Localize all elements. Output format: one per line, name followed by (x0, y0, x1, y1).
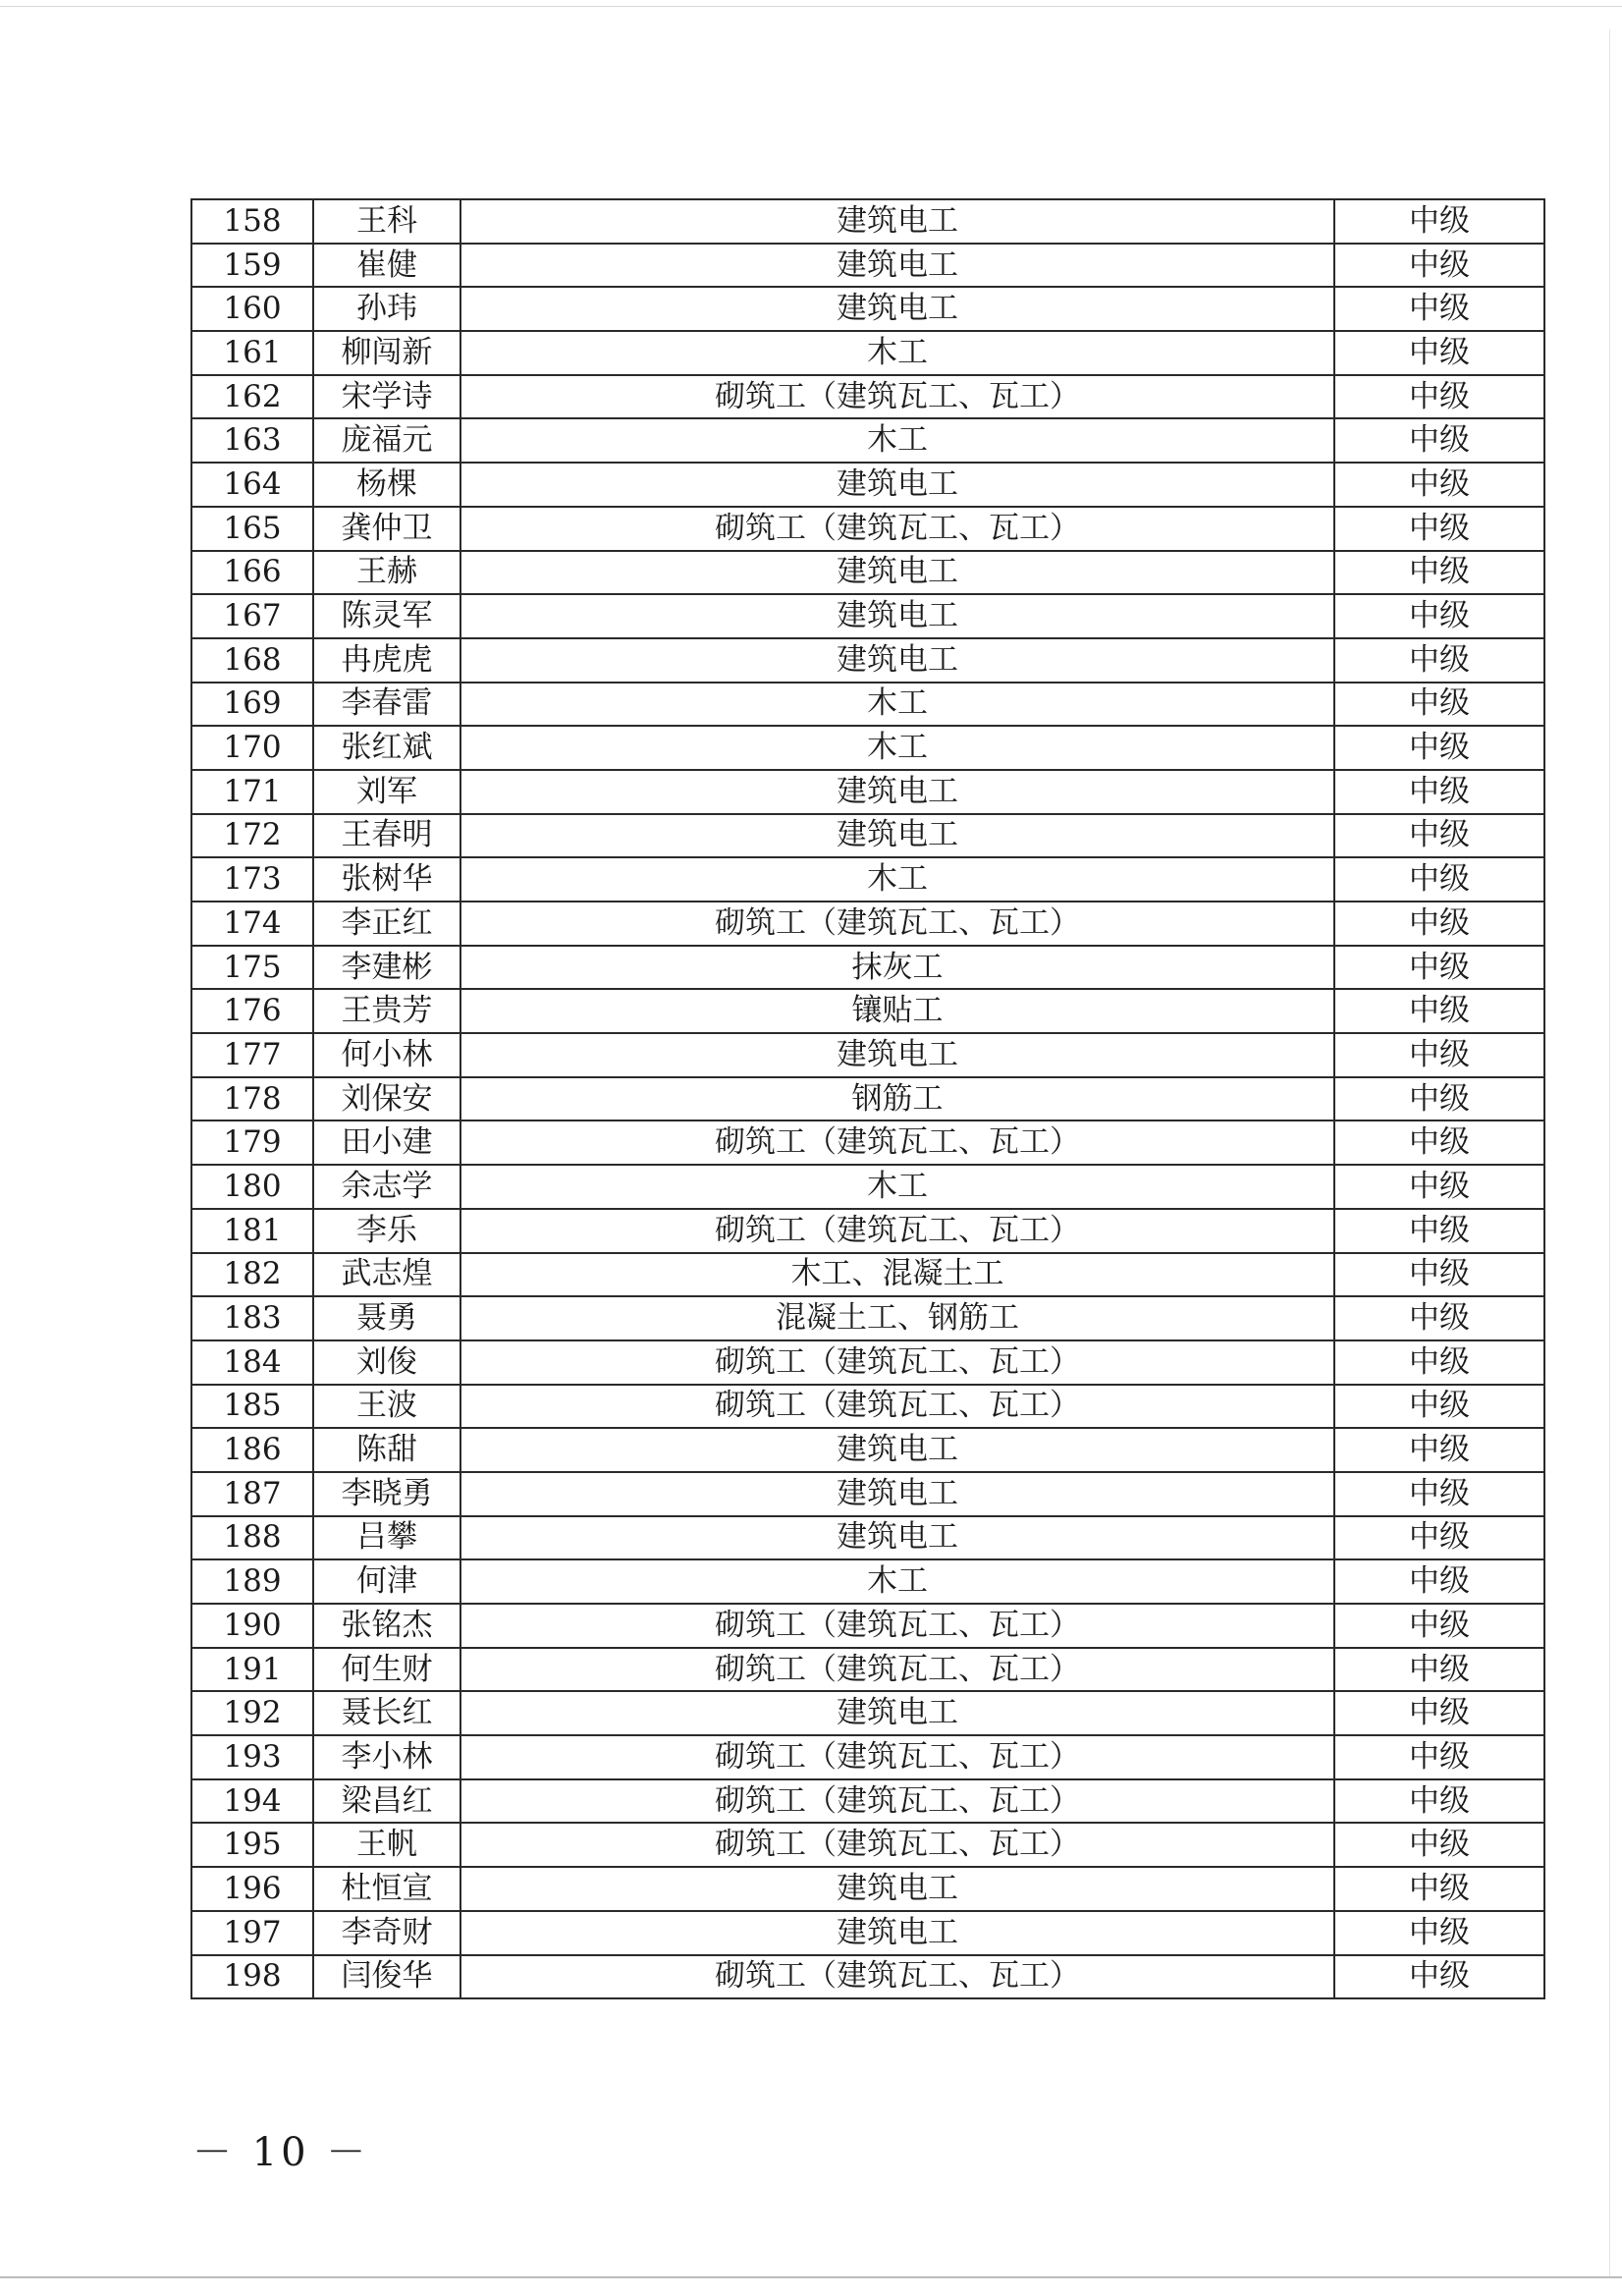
row-number-cell: 158 (191, 199, 313, 244)
row-number-cell: 175 (191, 946, 313, 990)
person-name-cell: 王帆 (313, 1823, 460, 1867)
table-row (191, 1340, 1544, 1385)
level-cell: 中级 (1334, 1911, 1544, 1955)
trade-cell: 建筑电工 (460, 1516, 1334, 1560)
table-row (191, 463, 1544, 507)
level-cell: 中级 (1334, 375, 1544, 419)
row-number-cell: 173 (191, 857, 313, 902)
level-cell: 中级 (1334, 418, 1544, 463)
level-cell: 中级 (1334, 1253, 1544, 1297)
trade-cell: 混凝土工、钢筋工 (460, 1296, 1334, 1340)
table-row (191, 1165, 1544, 1209)
table-row (191, 551, 1544, 595)
trade-cell: 镶贴工 (460, 989, 1334, 1033)
person-name-cell: 吕攀 (313, 1516, 460, 1560)
row-number-cell: 184 (191, 1340, 313, 1385)
trade-cell: 砌筑工（建筑瓦工、瓦工） (460, 1340, 1334, 1385)
row-number-cell: 180 (191, 1165, 313, 1209)
level-cell: 中级 (1334, 1867, 1544, 1911)
table-row (191, 1955, 1544, 1999)
level-cell: 中级 (1334, 1691, 1544, 1735)
trade-cell: 建筑电工 (460, 551, 1334, 595)
row-number-cell: 166 (191, 551, 313, 595)
table-row (191, 1516, 1544, 1560)
level-cell: 中级 (1334, 551, 1544, 595)
level-cell: 中级 (1334, 507, 1544, 551)
level-cell: 中级 (1334, 244, 1544, 288)
table-row (191, 638, 1544, 683)
page-bottom-edge (0, 2276, 1622, 2278)
table-row (191, 902, 1544, 946)
table-row (191, 989, 1544, 1033)
trade-cell: 木工 (460, 418, 1334, 463)
table-row (191, 1779, 1544, 1824)
person-name-cell: 孙玮 (313, 287, 460, 331)
person-name-cell: 聂长红 (313, 1691, 460, 1735)
row-number-cell: 176 (191, 989, 313, 1033)
person-name-cell: 王赫 (313, 551, 460, 595)
trade-cell: 建筑电工 (460, 463, 1334, 507)
person-name-cell: 宋学诗 (313, 375, 460, 419)
table-row (191, 244, 1544, 288)
row-number-cell: 190 (191, 1604, 313, 1648)
person-name-cell: 王波 (313, 1385, 460, 1429)
table-row (191, 814, 1544, 858)
table-row (191, 1735, 1544, 1779)
level-cell: 中级 (1334, 946, 1544, 990)
person-name-cell: 李正红 (313, 902, 460, 946)
row-number-cell: 189 (191, 1559, 313, 1604)
trade-cell: 砌筑工（建筑瓦工、瓦工） (460, 1648, 1334, 1692)
level-cell: 中级 (1334, 1209, 1544, 1253)
trade-cell: 木工 (460, 857, 1334, 902)
roster-table-body (191, 199, 1544, 1998)
trade-cell: 砌筑工（建筑瓦工、瓦工） (460, 507, 1334, 551)
table-row (191, 770, 1544, 814)
person-name-cell: 李奇财 (313, 1911, 460, 1955)
level-cell: 中级 (1334, 1385, 1544, 1429)
row-number-cell: 182 (191, 1253, 313, 1297)
trade-cell: 砌筑工（建筑瓦工、瓦工） (460, 1779, 1334, 1824)
table-row (191, 1911, 1544, 1955)
level-cell: 中级 (1334, 1779, 1544, 1824)
level-cell: 中级 (1334, 1340, 1544, 1385)
level-cell: 中级 (1334, 1296, 1544, 1340)
person-name-cell: 柳闯新 (313, 331, 460, 375)
trade-cell: 木工 (460, 1165, 1334, 1209)
level-cell: 中级 (1334, 638, 1544, 683)
table-row (191, 1823, 1544, 1867)
person-name-cell: 刘军 (313, 770, 460, 814)
person-name-cell: 冉虎虎 (313, 638, 460, 683)
row-number-cell: 170 (191, 726, 313, 770)
table-row (191, 594, 1544, 638)
level-cell: 中级 (1334, 331, 1544, 375)
level-cell: 中级 (1334, 1165, 1544, 1209)
trade-cell: 砌筑工（建筑瓦工、瓦工） (460, 1209, 1334, 1253)
person-name-cell: 张红斌 (313, 726, 460, 770)
row-number-cell: 192 (191, 1691, 313, 1735)
level-cell: 中级 (1334, 1428, 1544, 1472)
trade-cell: 砌筑工（建筑瓦工、瓦工） (460, 1121, 1334, 1165)
person-name-cell: 龚仲卫 (313, 507, 460, 551)
person-name-cell: 聂勇 (313, 1296, 460, 1340)
row-number-cell: 172 (191, 814, 313, 858)
row-number-cell: 187 (191, 1472, 313, 1516)
row-number-cell: 185 (191, 1385, 313, 1429)
trade-cell: 抹灰工 (460, 946, 1334, 990)
row-number-cell: 193 (191, 1735, 313, 1779)
level-cell: 中级 (1334, 857, 1544, 902)
row-number-cell: 169 (191, 683, 313, 727)
trade-cell: 建筑电工 (460, 244, 1334, 288)
trade-cell: 砌筑工（建筑瓦工、瓦工） (460, 1823, 1334, 1867)
table-row (191, 683, 1544, 727)
row-number-cell: 195 (191, 1823, 313, 1867)
table-row (191, 857, 1544, 902)
table-row (191, 1385, 1544, 1429)
trade-cell: 钢筋工 (460, 1077, 1334, 1121)
row-number-cell: 186 (191, 1428, 313, 1472)
table-row (191, 1033, 1544, 1077)
trade-cell: 建筑电工 (460, 1033, 1334, 1077)
level-cell: 中级 (1334, 1077, 1544, 1121)
level-cell: 中级 (1334, 1121, 1544, 1165)
person-name-cell: 刘俊 (313, 1340, 460, 1385)
level-cell: 中级 (1334, 463, 1544, 507)
table-row (191, 1209, 1544, 1253)
level-cell: 中级 (1334, 199, 1544, 244)
person-name-cell: 杜恒宣 (313, 1867, 460, 1911)
person-name-cell: 王贵芳 (313, 989, 460, 1033)
person-name-cell: 何津 (313, 1559, 460, 1604)
table-row (191, 1121, 1544, 1165)
table-row (191, 375, 1544, 419)
row-number-cell: 160 (191, 287, 313, 331)
level-cell: 中级 (1334, 1604, 1544, 1648)
row-number-cell: 171 (191, 770, 313, 814)
trade-cell: 建筑电工 (460, 199, 1334, 244)
table-row (191, 418, 1544, 463)
person-name-cell: 杨棵 (313, 463, 460, 507)
row-number-cell: 197 (191, 1911, 313, 1955)
person-name-cell: 闫俊华 (313, 1955, 460, 1999)
level-cell: 中级 (1334, 726, 1544, 770)
page-top-edge (0, 0, 1622, 7)
trade-cell: 砌筑工（建筑瓦工、瓦工） (460, 902, 1334, 946)
trade-cell: 木工 (460, 331, 1334, 375)
table-row (191, 946, 1544, 990)
person-name-cell: 李建彬 (313, 946, 460, 990)
row-number-cell: 163 (191, 418, 313, 463)
trade-cell: 建筑电工 (460, 1867, 1334, 1911)
trade-cell: 建筑电工 (460, 770, 1334, 814)
person-name-cell: 何生财 (313, 1648, 460, 1692)
trade-cell: 砌筑工（建筑瓦工、瓦工） (460, 1385, 1334, 1429)
trade-cell: 建筑电工 (460, 814, 1334, 858)
level-cell: 中级 (1334, 1735, 1544, 1779)
trade-cell: 建筑电工 (460, 1472, 1334, 1516)
table-row (191, 1428, 1544, 1472)
trade-cell: 建筑电工 (460, 594, 1334, 638)
trade-cell: 建筑电工 (460, 287, 1334, 331)
row-number-cell: 174 (191, 902, 313, 946)
table-row (191, 1296, 1544, 1340)
table-row (191, 1472, 1544, 1516)
trade-cell: 木工、混凝土工 (460, 1253, 1334, 1297)
table-row (191, 1867, 1544, 1911)
person-name-cell: 庞福元 (313, 418, 460, 463)
table-row (191, 1648, 1544, 1692)
row-number-cell: 178 (191, 1077, 313, 1121)
table-row (191, 1077, 1544, 1121)
person-name-cell: 张铭杰 (313, 1604, 460, 1648)
level-cell: 中级 (1334, 683, 1544, 727)
person-name-cell: 刘保安 (313, 1077, 460, 1121)
row-number-cell: 164 (191, 463, 313, 507)
table-row (191, 1604, 1544, 1648)
level-cell: 中级 (1334, 1472, 1544, 1516)
person-name-cell: 王春明 (313, 814, 460, 858)
roster-table (190, 198, 1545, 1999)
row-number-cell: 183 (191, 1296, 313, 1340)
table-row (191, 1253, 1544, 1297)
trade-cell: 建筑电工 (460, 1428, 1334, 1472)
person-name-cell: 陈灵军 (313, 594, 460, 638)
table-row (191, 726, 1544, 770)
row-number-cell: 194 (191, 1779, 313, 1824)
person-name-cell: 田小建 (313, 1121, 460, 1165)
person-name-cell: 崔健 (313, 244, 460, 288)
person-name-cell: 陈甜 (313, 1428, 460, 1472)
trade-cell: 木工 (460, 1559, 1334, 1604)
level-cell: 中级 (1334, 770, 1544, 814)
level-cell: 中级 (1334, 1823, 1544, 1867)
trade-cell: 砌筑工（建筑瓦工、瓦工） (460, 1604, 1334, 1648)
person-name-cell: 李春雷 (313, 683, 460, 727)
table-row (191, 1559, 1544, 1604)
trade-cell: 建筑电工 (460, 638, 1334, 683)
row-number-cell: 181 (191, 1209, 313, 1253)
level-cell: 中级 (1334, 814, 1544, 858)
trade-cell: 木工 (460, 726, 1334, 770)
level-cell: 中级 (1334, 594, 1544, 638)
person-name-cell: 武志煌 (313, 1253, 460, 1297)
person-name-cell: 梁昌红 (313, 1779, 460, 1824)
table-row (191, 287, 1544, 331)
table-row (191, 199, 1544, 244)
person-name-cell: 李小林 (313, 1735, 460, 1779)
page-right-edge (1609, 29, 1610, 2278)
level-cell: 中级 (1334, 1033, 1544, 1077)
row-number-cell: 177 (191, 1033, 313, 1077)
row-number-cell: 165 (191, 507, 313, 551)
trade-cell: 砌筑工（建筑瓦工、瓦工） (460, 1955, 1334, 1999)
row-number-cell: 167 (191, 594, 313, 638)
row-number-cell: 188 (191, 1516, 313, 1560)
page-number: － 10 － (192, 2130, 370, 2175)
level-cell: 中级 (1334, 1516, 1544, 1560)
person-name-cell: 张树华 (313, 857, 460, 902)
person-name-cell: 何小林 (313, 1033, 460, 1077)
trade-cell: 砌筑工（建筑瓦工、瓦工） (460, 1735, 1334, 1779)
person-name-cell: 李乐 (313, 1209, 460, 1253)
table-row (191, 1691, 1544, 1735)
row-number-cell: 168 (191, 638, 313, 683)
row-number-cell: 161 (191, 331, 313, 375)
person-name-cell: 王科 (313, 199, 460, 244)
trade-cell: 木工 (460, 683, 1334, 727)
row-number-cell: 159 (191, 244, 313, 288)
row-number-cell: 198 (191, 1955, 313, 1999)
row-number-cell: 179 (191, 1121, 313, 1165)
table-row (191, 331, 1544, 375)
level-cell: 中级 (1334, 902, 1544, 946)
person-name-cell: 李晓勇 (313, 1472, 460, 1516)
level-cell: 中级 (1334, 989, 1544, 1033)
row-number-cell: 191 (191, 1648, 313, 1692)
row-number-cell: 162 (191, 375, 313, 419)
level-cell: 中级 (1334, 1559, 1544, 1604)
trade-cell: 建筑电工 (460, 1691, 1334, 1735)
row-number-cell: 196 (191, 1867, 313, 1911)
level-cell: 中级 (1334, 287, 1544, 331)
trade-cell: 建筑电工 (460, 1911, 1334, 1955)
level-cell: 中级 (1334, 1955, 1544, 1999)
person-name-cell: 余志学 (313, 1165, 460, 1209)
table-row (191, 507, 1544, 551)
trade-cell: 砌筑工（建筑瓦工、瓦工） (460, 375, 1334, 419)
level-cell: 中级 (1334, 1648, 1544, 1692)
